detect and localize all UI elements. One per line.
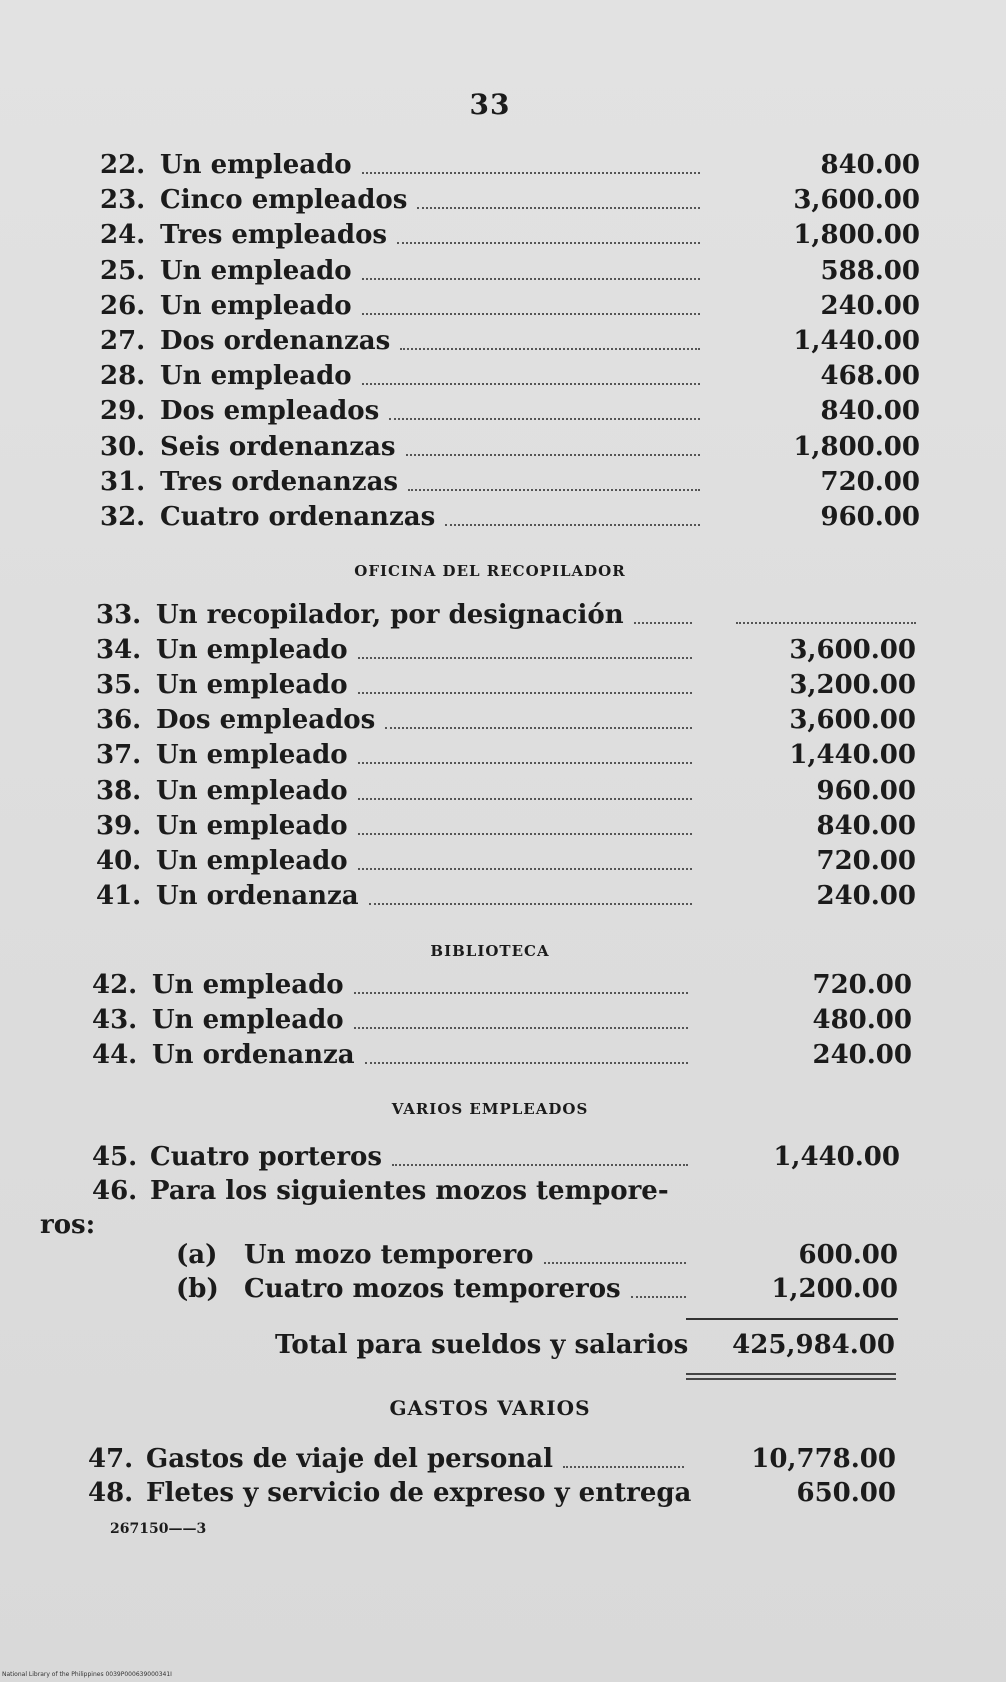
row-label: Tres empleados xyxy=(160,220,388,251)
leader-dots xyxy=(389,418,700,420)
row-number: 23. xyxy=(100,185,146,216)
row-amount: 468.00 xyxy=(820,361,920,392)
row-amount: 1,440.00 xyxy=(789,740,916,771)
row-number: 28. xyxy=(100,361,146,392)
row-amount: 720.00 xyxy=(820,466,920,497)
row-amount: 3,600.00 xyxy=(793,185,920,216)
total-amount: 425,984.00 xyxy=(732,1330,895,1360)
row-number: 30. xyxy=(100,431,146,462)
row-label: Dos empleados xyxy=(160,396,380,427)
budget-row xyxy=(100,361,920,395)
row-number: 37. xyxy=(96,740,142,771)
leader-dots xyxy=(385,727,692,729)
row-amount: 650.00 xyxy=(796,1478,896,1508)
row-amount: 240.00 xyxy=(816,880,916,911)
leader-dots xyxy=(354,992,688,994)
sum-rule xyxy=(686,1318,898,1320)
row-number: 31. xyxy=(100,466,146,497)
heading-varios: VARIOS EMPLEADOS xyxy=(391,1100,589,1118)
leader-dots xyxy=(358,657,692,659)
row-number: 43. xyxy=(92,1005,138,1036)
budget-row xyxy=(92,1142,912,1176)
budget-row xyxy=(96,811,916,845)
leader-dots xyxy=(563,1466,684,1468)
budget-row xyxy=(92,970,912,1004)
budget-row xyxy=(100,502,920,536)
row-label: Gastos de viaje del personal xyxy=(146,1444,554,1474)
row-number: 41. xyxy=(96,880,142,911)
leader-dots xyxy=(362,278,700,280)
budget-row xyxy=(96,846,916,880)
heading-gastos: GASTOS VARIOS xyxy=(389,1396,591,1420)
budget-row xyxy=(176,1240,996,1274)
leader-dots xyxy=(362,172,700,174)
row-label: Un empleado xyxy=(156,845,348,876)
row-label: Un empleado xyxy=(156,740,348,771)
row-amount: 3,600.00 xyxy=(789,705,916,736)
leader-dots xyxy=(392,1164,688,1166)
budget-row xyxy=(100,150,920,184)
row-amount: 600.00 xyxy=(798,1240,898,1270)
leader-dots xyxy=(400,348,700,350)
leader-dots xyxy=(369,903,692,905)
row-number: 40. xyxy=(96,845,142,876)
leader-dots xyxy=(358,798,692,800)
budget-row xyxy=(100,432,920,466)
budget-row xyxy=(100,185,920,219)
leader-dots xyxy=(358,762,692,764)
row-amount: 588.00 xyxy=(820,255,920,286)
row-label: Un empleado xyxy=(156,810,348,841)
budget-row xyxy=(92,1176,912,1210)
leader-dots xyxy=(634,622,692,624)
row-number: 36. xyxy=(96,705,142,736)
row-number: 22. xyxy=(100,150,146,180)
row-label: Seis ordenanzas xyxy=(160,431,396,462)
leader-dots xyxy=(544,1262,686,1264)
row-label: Un recopilador, por designación xyxy=(156,600,624,630)
row-number: 25. xyxy=(100,255,146,286)
row-amount: 960.00 xyxy=(820,502,920,532)
row-number: 44. xyxy=(92,1040,138,1071)
row-label: Un empleado xyxy=(160,150,352,180)
row-label: Un ordenanza xyxy=(156,880,359,911)
row-amount: 720.00 xyxy=(812,970,912,1000)
leader-dots xyxy=(417,207,700,209)
row-label: Para los siguientes mozos tempore- xyxy=(150,1176,669,1206)
row-label: Un empleado xyxy=(156,775,348,806)
budget-row xyxy=(100,256,920,290)
row-amount: 960.00 xyxy=(816,775,916,806)
row-amount: 1,200.00 xyxy=(771,1274,898,1304)
footer-code: 267150——3 xyxy=(110,1521,207,1537)
leader-dots xyxy=(358,833,692,835)
leader-dots xyxy=(408,489,700,491)
leader-dots xyxy=(358,868,692,870)
row-amount: 840.00 xyxy=(820,150,920,180)
leader-dots xyxy=(354,1027,688,1029)
row-46-continuation: ros: xyxy=(40,1210,96,1240)
budget-row xyxy=(100,396,920,430)
budget-row xyxy=(96,705,916,739)
row-amount: 1,440.00 xyxy=(793,326,920,356)
row-label: Un empleado xyxy=(152,1005,344,1036)
archive-credit: National Library of the Philippines 0039P000639000341I xyxy=(2,1671,172,1678)
row-number: (b) xyxy=(176,1274,219,1304)
budget-row xyxy=(176,1274,996,1308)
row-amount: 240.00 xyxy=(820,290,920,321)
row-number: 26. xyxy=(100,290,146,321)
amount-placeholder-dots xyxy=(736,622,916,624)
row-amount: 240.00 xyxy=(812,1040,912,1071)
row-number: 46. xyxy=(92,1176,138,1206)
budget-row xyxy=(96,635,916,669)
row-label: Tres ordenanzas xyxy=(160,466,399,497)
leader-dots xyxy=(365,1062,688,1064)
row-amount: 1,800.00 xyxy=(793,431,920,462)
budget-row xyxy=(100,467,920,501)
row-label: Un empleado xyxy=(156,635,348,666)
row-label: Un empleado xyxy=(160,255,352,286)
leader-dots xyxy=(406,454,700,456)
budget-row xyxy=(92,1040,912,1074)
budget-row xyxy=(96,740,916,774)
row-label: Un ordenanza xyxy=(152,1040,355,1071)
row-amount: 720.00 xyxy=(816,845,916,876)
row-number: 42. xyxy=(92,970,138,1000)
row-label: Un empleado xyxy=(160,290,352,321)
row-label: Dos empleados xyxy=(156,705,376,736)
row-number: 33. xyxy=(96,600,142,630)
leader-dots xyxy=(397,242,700,244)
budget-row xyxy=(100,291,920,325)
budget-row xyxy=(96,776,916,810)
row-number: 48. xyxy=(88,1478,134,1508)
budget-row xyxy=(100,326,920,360)
budget-row xyxy=(96,881,916,915)
heading-recopilador: OFICINA DEL RECOPILADOR xyxy=(354,562,626,580)
heading-biblioteca: BIBLIOTECA xyxy=(430,942,550,960)
row-number: (a) xyxy=(176,1240,218,1270)
budget-row xyxy=(88,1444,908,1478)
total-row xyxy=(275,1330,905,1364)
page-number: 33 xyxy=(469,88,511,121)
row-label: Cuatro mozos temporeros xyxy=(244,1274,621,1304)
row-amount: 3,200.00 xyxy=(789,670,916,701)
row-amount: 840.00 xyxy=(820,396,920,427)
total-double-rule xyxy=(686,1373,896,1380)
leader-dots xyxy=(358,692,692,694)
row-amount: 1,800.00 xyxy=(793,220,920,251)
row-label: Un empleado xyxy=(152,970,344,1000)
leader-dots xyxy=(362,313,700,315)
row-amount: 10,778.00 xyxy=(751,1444,896,1474)
row-amount: 840.00 xyxy=(816,810,916,841)
row-label: Un empleado xyxy=(156,670,348,701)
row-label: Dos ordenanzas xyxy=(160,326,391,356)
row-amount: 480.00 xyxy=(812,1005,912,1036)
row-amount: 3,600.00 xyxy=(789,635,916,666)
budget-row xyxy=(96,600,916,634)
row-number: 38. xyxy=(96,775,142,806)
row-number: 29. xyxy=(100,396,146,427)
budget-row xyxy=(100,220,920,254)
row-number: 47. xyxy=(88,1444,134,1474)
row-label: Cinco empleados xyxy=(160,185,408,216)
budget-row xyxy=(96,670,916,704)
row-number: 27. xyxy=(100,326,146,356)
row-number: 34. xyxy=(96,635,142,666)
row-label: Cuatro ordenanzas xyxy=(160,502,436,532)
leader-dots xyxy=(445,524,700,526)
row-label: Cuatro porteros xyxy=(150,1142,382,1172)
row-number: 45. xyxy=(92,1142,138,1172)
row-number: 35. xyxy=(96,670,142,701)
row-number: 32. xyxy=(100,502,146,532)
row-number: 39. xyxy=(96,810,142,841)
row-amount: 1,440.00 xyxy=(773,1142,900,1172)
leader-dots xyxy=(362,383,700,385)
row-label: Un empleado xyxy=(160,361,352,392)
row-number: 24. xyxy=(100,220,146,251)
row-label: Fletes y servicio de expreso y entrega xyxy=(146,1478,692,1508)
budget-row xyxy=(88,1478,908,1512)
total-label: Total para sueldos y salarios xyxy=(275,1330,689,1360)
row-label: Un mozo temporero xyxy=(244,1240,534,1270)
budget-row xyxy=(92,1005,912,1039)
